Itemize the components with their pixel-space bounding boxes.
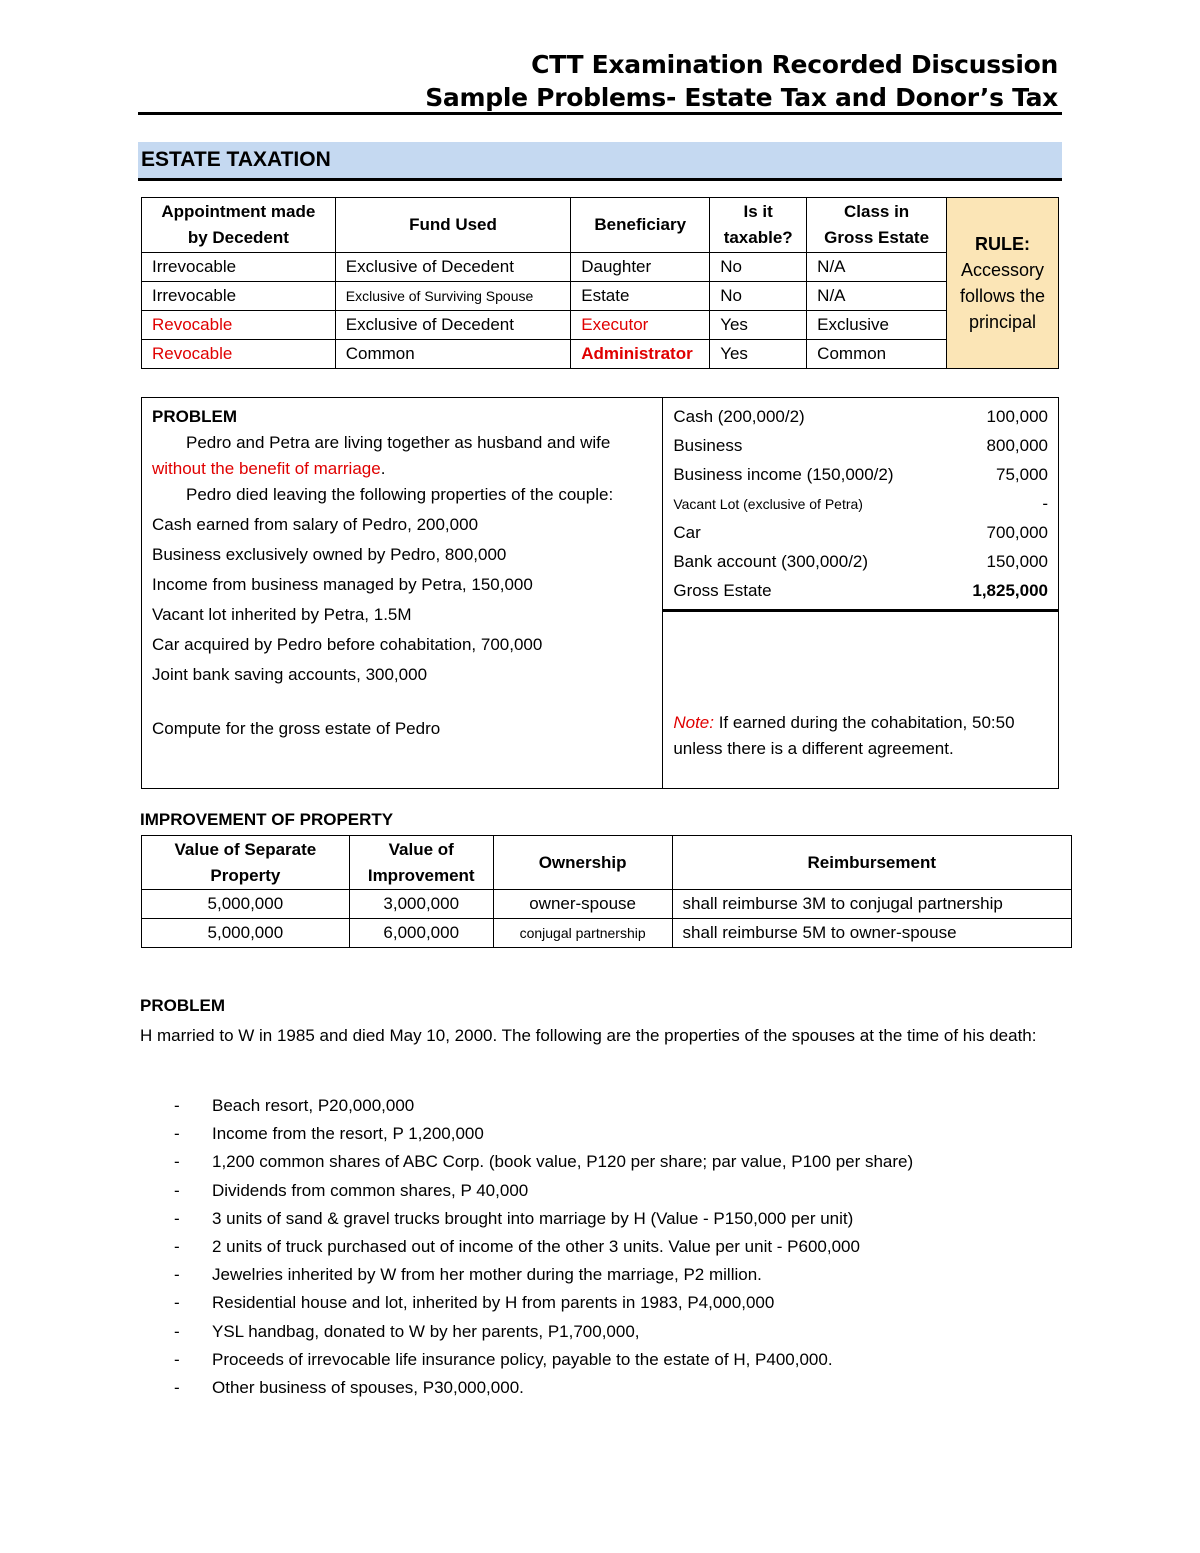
comp-value: 75,000 — [996, 464, 1048, 484]
table-cell: Revocable — [142, 340, 336, 369]
comp-label: Business — [673, 435, 743, 455]
table-cell: Revocable — [142, 311, 336, 340]
list-item: - Dividends from common shares, P 40,000 — [140, 1177, 1140, 1205]
list-item: - Jewelries inherited by W from her mother during the marriage, P2 million. — [140, 1261, 1140, 1289]
col-header-separate-property: Value of Separate Property — [142, 836, 350, 890]
table-cell: 3,000,000 — [349, 890, 493, 919]
table-row — [142, 340, 1059, 369]
comp-label: Cash (200,000/2) — [673, 406, 805, 426]
table-row — [142, 919, 1072, 948]
problem1-intro2: Pedro died leaving the following properties of the couple: — [186, 485, 614, 504]
col-header-appointment: Appointment made by Decedent — [142, 198, 336, 253]
table-cell: 5,000,000 — [142, 890, 350, 919]
list-item: - 3 units of sand & gravel trucks brought into marriage by H (Value - P150,000 per unit) — [140, 1205, 1140, 1233]
problem2-label: PROBLEM — [140, 996, 225, 1015]
header-title-line2: Sample Problems- Estate Tax and Donor’s Tax — [425, 83, 1058, 112]
table-cell: Exclusive of Surviving Spouse — [335, 282, 570, 311]
list-item: Joint bank saving accounts, 300,000 — [152, 665, 428, 684]
col-header-improvement: Value of Improvement — [349, 836, 493, 890]
table-cell: Irrevocable — [142, 282, 336, 311]
table-cell: Estate — [571, 282, 710, 311]
table-cell: N/A — [807, 253, 947, 282]
computation-table — [673, 402, 1048, 605]
col-header-class: Class in Gross Estate — [807, 198, 947, 253]
comp-label: Vacant Lot (exclusive of Petra) — [673, 495, 863, 512]
problem1-intro — [152, 430, 652, 482]
table-cell: Common — [807, 340, 947, 369]
table-cell: Exclusive — [807, 311, 947, 340]
table-cell: Yes — [710, 340, 807, 369]
table-cell: Yes — [710, 311, 807, 340]
table-cell: Executor — [571, 311, 710, 340]
list-item: Cash earned from salary of Pedro, 200,000 — [152, 515, 479, 534]
list-item: Business exclusively owned by Pedro, 800,000 — [152, 545, 507, 564]
rule-label: RULE: — [975, 234, 1030, 254]
section-title-estate-taxation: ESTATE TAXATION — [138, 142, 1062, 181]
comp-label: Bank account (300,000/2) — [673, 551, 869, 571]
problem1-intro-b: . — [380, 459, 386, 478]
list-item: - 2 units of truck purchased out of income of the other 3 units. Value per unit - P600,000 — [140, 1233, 1140, 1261]
problem1-intro-red: without the benefit of marriage — [152, 459, 381, 478]
list-item: - Other business of spouses, P30,000,000. — [140, 1374, 1140, 1402]
rule-box — [947, 198, 1059, 369]
table-cell: 6,000,000 — [349, 919, 493, 948]
header-title-line1: CTT Examination Recorded Discussion — [531, 50, 1058, 79]
comp-value: 800,000 — [986, 435, 1048, 455]
table-cell: No — [710, 282, 807, 311]
list-item: Vacant lot inherited by Petra, 1.5M — [152, 605, 412, 624]
list-item: Car acquired by Pedro before cohabitation, 700,000 — [152, 635, 543, 654]
table-row — [142, 253, 1059, 282]
note-label: Note: — [673, 713, 714, 732]
table-cell: Irrevocable — [142, 253, 336, 282]
comp-value: 100,000 — [986, 406, 1048, 426]
table-cell: N/A — [807, 282, 947, 311]
table-cell: shall reimburse 5M to owner-spouse — [672, 919, 1071, 948]
table-row — [142, 890, 1072, 919]
comp-value: 150,000 — [986, 551, 1048, 571]
table-row — [142, 282, 1059, 311]
table-cell: Common — [335, 340, 570, 369]
table-cell: shall reimburse 3M to conjugal partnership — [672, 890, 1071, 919]
col-header-beneficiary: Beneficiary — [571, 198, 710, 253]
col-header-ownership: Ownership — [493, 836, 672, 890]
list-item: - YSL handbag, donated to W by her parents, P1,700,000, — [140, 1318, 1140, 1346]
appointment-table-header — [142, 198, 1059, 253]
problem1-statement — [142, 398, 663, 789]
rule-text: Accessory follows the principal — [959, 260, 1046, 332]
table-row — [142, 311, 1059, 340]
list-item: - Residential house and lot, inherited by H from parents in 1983, P4,000,000 — [140, 1289, 1140, 1317]
problem2-intro: H married to W in 1985 and died May 10, 2000. The following are the properties of the spouses at the time of his death: — [140, 1026, 1037, 1045]
list-item: - Proceeds of irrevocable life insurance policy, payable to the estate of H, P400,000. — [140, 1346, 1140, 1374]
computation-box — [663, 398, 1059, 611]
header-divider — [138, 112, 1062, 115]
table-cell: 5,000,000 — [142, 919, 350, 948]
problem1-intro-a: Pedro and Petra are living together as husband and wife — [186, 433, 611, 452]
table-cell: conjugal partnership — [493, 919, 672, 948]
note-box — [663, 611, 1059, 789]
problem1-label: PROBLEM — [152, 407, 237, 426]
table-cell: owner-spouse — [493, 890, 672, 919]
comp-label: Business income (150,000/2) — [673, 464, 894, 484]
problem1-question: Compute for the gross estate of Pedro — [152, 719, 441, 738]
table-cell: Exclusive of Decedent — [335, 311, 570, 340]
comp-label: Car — [673, 522, 701, 542]
gross-estate-label: Gross Estate — [673, 580, 772, 600]
note-text: If earned during the cohabitation, 50:50 unless there is a different agreement. — [673, 713, 1015, 758]
col-header-reimbursement: Reimbursement — [672, 836, 1071, 890]
problem1-table — [141, 397, 1059, 789]
comp-value: 700,000 — [986, 522, 1048, 542]
gross-estate-value: 1,825,000 — [972, 580, 1048, 600]
improvement-table — [141, 835, 1072, 948]
list-item: - Beach resort, P20,000,000 — [140, 1092, 1140, 1120]
improvement-title: IMPROVEMENT OF PROPERTY — [140, 810, 394, 829]
col-header-taxable: Is it taxable? — [710, 198, 807, 253]
list-item: - 1,200 common shares of ABC Corp. (book value, P120 per share; par value, P100 per share) — [140, 1148, 1140, 1176]
comp-value: - — [1042, 493, 1048, 513]
list-item: - Income from the resort, P 1,200,000 — [140, 1120, 1140, 1148]
table-cell: No — [710, 253, 807, 282]
table-cell: Exclusive of Decedent — [335, 253, 570, 282]
col-header-fund-used: Fund Used — [335, 198, 570, 253]
table-cell: Daughter — [571, 253, 710, 282]
appointment-table — [141, 197, 1059, 369]
table-cell: Administrator — [571, 340, 710, 369]
problem2-list — [140, 1092, 1140, 1402]
list-item: Income from business managed by Petra, 150,000 — [152, 575, 533, 594]
